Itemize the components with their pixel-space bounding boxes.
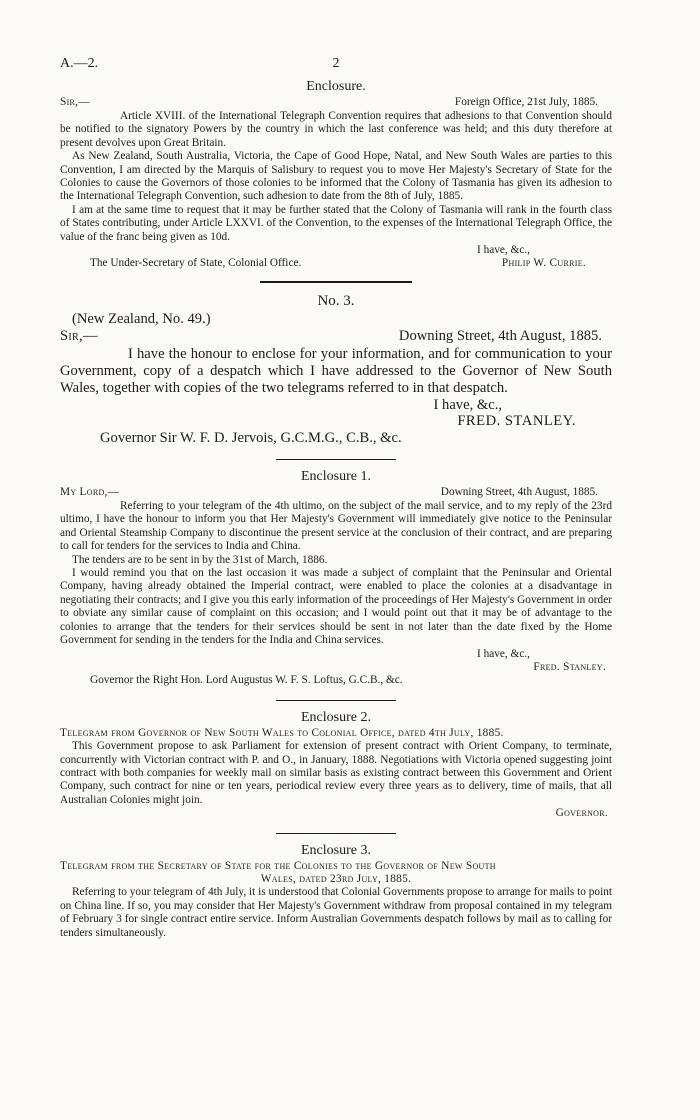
paragraph: I have the honour to enclose for your information, and for communication to your Government, copy of a despatch which I have addressed to the Governor of New South Wales, together with copies of the two telegrams referred to in that despatch. xyxy=(60,346,612,396)
addressee: Governor the Right Hon. Lord Augustus W. F. S. Loftus, G.C.B., &c. xyxy=(90,674,403,687)
enclosure-heading: Enclosure 3. xyxy=(301,842,371,858)
despatch-reference: (New Zealand, No. 49.) xyxy=(72,311,211,328)
place-date: Downing Street, 4th August, 1885. xyxy=(398,328,602,345)
telegram-title: Telegram from the Secretary of State for the Colonies to the Governor of New South xyxy=(60,859,496,872)
enclosure-3 xyxy=(60,842,612,940)
paragraph: I would remind you that on the last occasion it was made a subject of complaint that the Peninsular and Oriental Company, having already obtained the Imperial contract, were enabled to place the colonies at a disadvantage in negotiating their contracts; and I give you this early information of the proceedings of Her Majesty's Government in order to obviate any similar cause of complaint on this occasion; and I would point out that it may be of advantage to the colonies to arrange that the tenders for their services should be sent in not later than the date fixed by the Home Government for sending in the tenders for the India and China services. xyxy=(60,567,612,647)
section-divider xyxy=(276,700,396,701)
salutation: My Lord,— xyxy=(60,486,120,499)
enclosure-heading: Enclosure. xyxy=(306,79,366,94)
signature: FRED. STANLEY. xyxy=(457,413,576,430)
enclosure-1 xyxy=(60,468,612,688)
telegram-body: This Government propose to ask Parliament for extension of present contract with Orient Company, to terminate, concurrently with Victorian contract with P. and O., in January, 1888. Negotiations with Victoria opened suggesting joint contract with both companies for weekly mail on similar basis as existing contract between this Government and Orient Company, such contract for nine or ten years, periodical review every three years as to delivery, time of mails, that all Australian Colonies might join. xyxy=(60,740,612,806)
telegram-title: Telegram from Governor of New South Wales to Colonial Office, dated 4th July, 1885. xyxy=(60,726,504,739)
closing: I have, &c., xyxy=(476,244,530,257)
paragraph: Referring to your telegram of the 4th ultimo, on the subject of the mail service, and to my reply of the 23rd ultimo, I have the honour to inform you that Her Majesty's Government will immediately give notice to the Peninsular and Oriental Steamship Company to discontinue the present service at the conclusion of their contract, and are preparing to call for tenders for the services to India and China. xyxy=(60,500,612,553)
paper-reference: A.—2. xyxy=(60,56,99,71)
salutation: Sir,— xyxy=(60,96,90,108)
enclosure-2 xyxy=(60,709,612,821)
enclosure-heading: Enclosure 1. xyxy=(301,469,371,485)
section-divider xyxy=(260,281,412,283)
paragraph: The tenders are to be sent in by the 31st of March, 1886. xyxy=(72,553,328,566)
addressee: Governor Sir W. F. D. Jervois, G.C.M.G., C.B., &c. xyxy=(100,430,402,447)
signature: Fred. Stanley. xyxy=(533,660,606,673)
closing: I have, &c., xyxy=(476,647,530,660)
document-page xyxy=(60,56,612,940)
salutation: Sir,— xyxy=(60,328,98,345)
section-divider xyxy=(276,833,396,834)
addressee: The Under-Secretary of State, Colonial Office. xyxy=(90,257,302,270)
paragraph: Article XVIII. of the International Telegraph Convention requires that adhesions to that Convention should be notified to the signatory Powers by the country in which the last conference was held; and this duty therefore at present devolves upon Great Britain. xyxy=(60,110,612,149)
section-divider xyxy=(276,459,396,460)
paragraph: As New Zealand, South Australia, Victoria, the Cape of Good Hope, Natal, and New South Wales are parties to this Convention, I am directed by the Marquis of Salisbury to request you to move Her Majesty's Secretary of State for the Colonies to cause the Governors of those colonies to be informed that the Colony of Tasmania has given its adhesion to the International Telegraph Convention, such adhesion to date from the 8th of July, 1885. xyxy=(60,150,612,203)
despatch-no-3 xyxy=(60,291,612,447)
salutation-row xyxy=(60,486,612,500)
running-head xyxy=(60,56,612,78)
place-date: Foreign Office, 21st July, 1885. xyxy=(454,96,598,108)
salutation-row xyxy=(60,96,612,110)
telegram-body: Referring to your telegram of 4th July, it is understood that Colonial Governments propose to arrange for mails to point on China line. If so, you may consider that Her Majesty's Government withdraw from proposal contained in my telegram of February 3 for single contract entire service. Inform Australian Governments despatch follows by mail as to calling for tenders simultaneously. xyxy=(60,886,612,939)
signature: Governor. xyxy=(555,807,608,820)
salutation-row xyxy=(60,328,612,346)
enclosure-heading: Enclosure 2. xyxy=(301,709,371,725)
paragraph: I am at the same time to request that it may be further stated that the Colony of Tasmania will rank in the fourth class of States contributing, under Article LXXVI. of the Convention, to the expenses of the International Telegraph Office, the value of the franc being given as 10d. xyxy=(60,203,612,243)
place-date: Downing Street, 4th August, 1885. xyxy=(440,486,598,499)
telegram-title-continued: Wales, dated 23rd July, 1885. xyxy=(260,872,412,885)
closing: I have, &c., xyxy=(433,396,502,413)
page-number: 2 xyxy=(332,56,340,71)
despatch-heading: No. 3. xyxy=(317,293,355,310)
enclosure-foreign-office xyxy=(60,78,612,271)
signature: Philip W. Currie. xyxy=(501,257,586,270)
signature-row xyxy=(60,257,612,271)
